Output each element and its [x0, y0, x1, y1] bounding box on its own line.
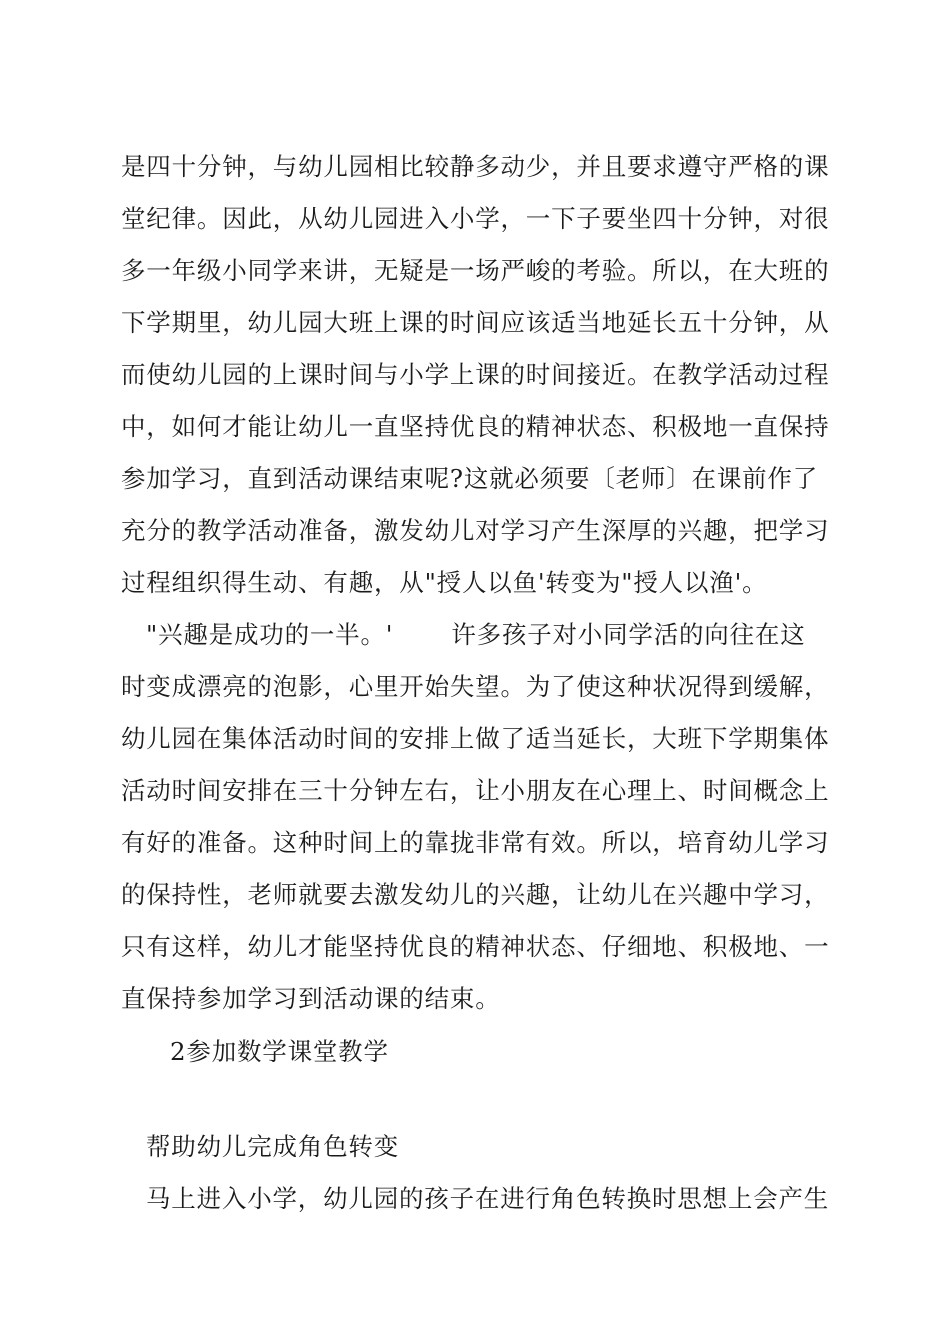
body-text-line	[146, 620, 806, 650]
quote-text: "兴趣是成功的一半。'	[146, 620, 394, 649]
body-text-line: 堂纪律。因此，从幼儿园进入小学，一下子要坐四十分钟，对很	[121, 204, 830, 233]
body-text-line: 时变成漂亮的泡影，心里开始失望。为了使这种状况得到缓解，	[121, 672, 830, 701]
body-text-line: 活动时间安排在三十分钟左右，让小朋友在心理上、时间概念上	[121, 776, 830, 805]
body-text-line: 多一年级小同学来讲，无疑是一场严峻的考验。所以，在大班的	[121, 256, 830, 285]
body-text-line: 过程组织得生动、有趣，从"授人以鱼'转变为"授人以渔'。	[121, 568, 768, 597]
body-text: 许多孩子对小同学活的向往在这	[451, 620, 806, 649]
body-text-line: 是四十分钟，与幼儿园相比较静多动少，并且要求遵守严格的课	[121, 152, 830, 181]
body-text-line: 而使幼儿园的上课时间与小学上课的时间接近。在教学活动过程	[121, 360, 830, 389]
body-text-line: 直保持参加学习到活动课的结束。	[121, 984, 501, 1013]
body-text-line: 幼儿园在集体活动时间的安排上做了适当延长，大班下学期集体	[121, 724, 830, 753]
body-text-line: 充分的教学活动准备，激发幼儿对学习产生深厚的兴趣，把学习	[121, 516, 830, 545]
body-text-line: 马上进入小学，幼儿园的孩子在进行角色转换时思想上会产生	[146, 1184, 830, 1213]
subheading: 帮助幼儿完成角色转变	[146, 1132, 399, 1161]
body-text-line: 的保持性，老师就要去激发幼儿的兴趣，让幼儿在兴趣中学习，	[121, 880, 830, 909]
body-text-line: 有好的准备。这种时间上的靠拢非常有效。所以，培育幼儿学习	[121, 828, 830, 857]
body-text-line: 中，如何才能让幼儿一直坚持优良的精神状态、积极地一直保持	[121, 412, 830, 441]
body-text-line: 参加学习，直到活动课结束呢?这就必须要〔老师〕在课前作了	[121, 464, 819, 493]
section-heading: 2参加数学课堂教学	[170, 1037, 389, 1066]
body-text-line: 下学期里，幼儿园大班上课的时间应该适当地延长五十分钟，从	[121, 308, 830, 337]
body-text-line: 只有这样，幼儿才能坚持优良的精神状态、仔细地、积极地、一	[121, 932, 830, 961]
